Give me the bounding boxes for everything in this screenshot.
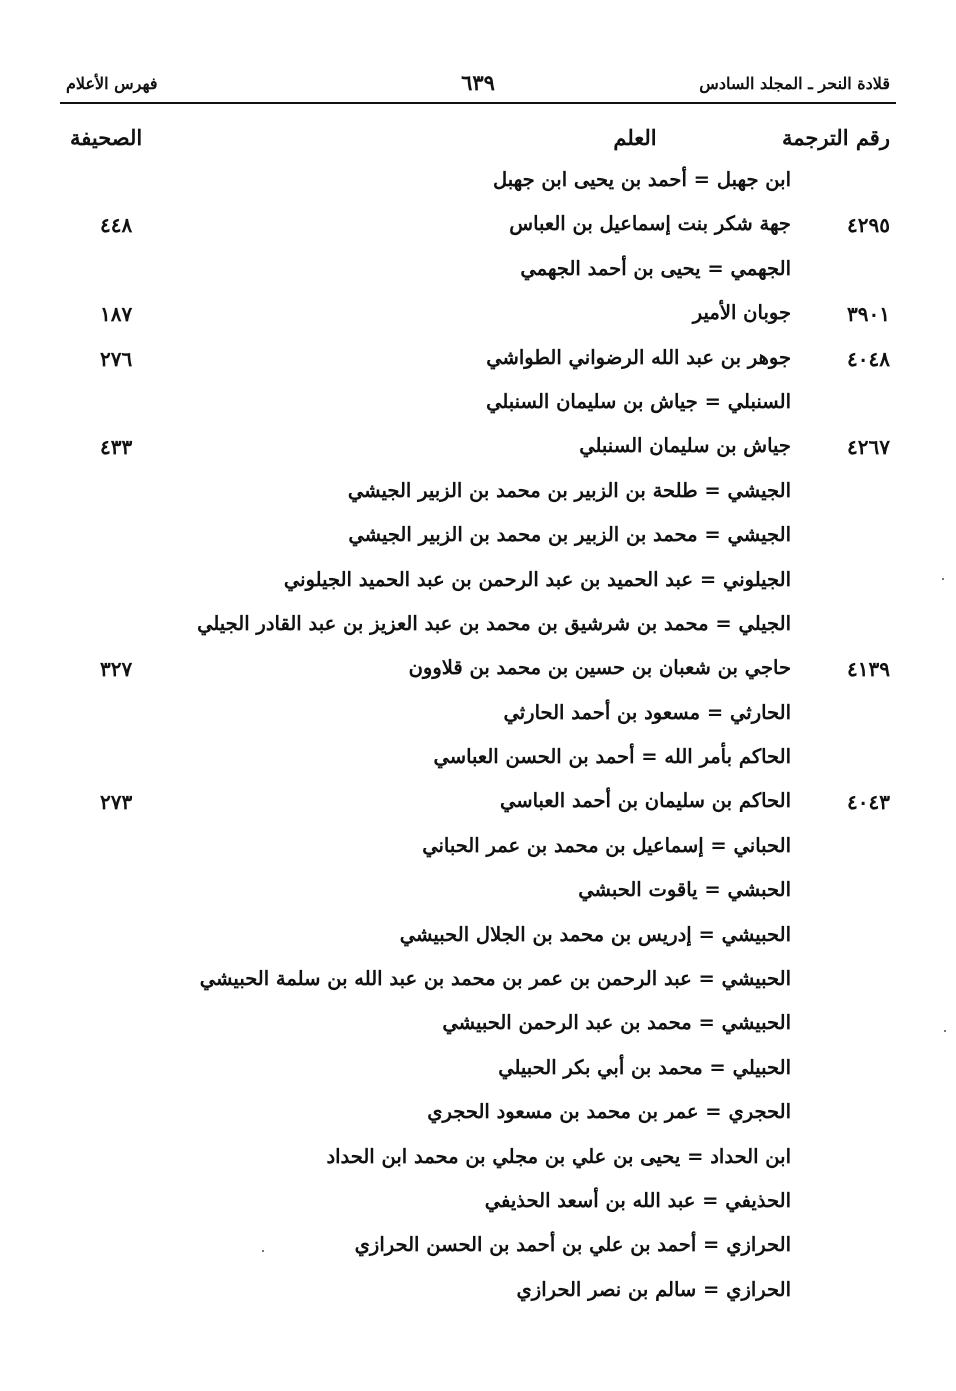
- index-row: [0, 1184, 956, 1228]
- index-row: [0, 252, 956, 296]
- entry-page: ٢٧٣: [100, 790, 133, 815]
- book-title: قلادة النحر ـ المجلد السادس: [699, 74, 890, 93]
- entry-name: السنبلي = جياش بن سليمان السنبلي: [486, 389, 791, 413]
- index-row: [0, 163, 956, 207]
- entry-page: ٤٣٣: [100, 435, 133, 460]
- index-row: [0, 474, 956, 518]
- scan-mark: [262, 1250, 264, 1252]
- entry-number: ٤٠٤٨: [847, 346, 890, 371]
- entry-name: الحبيشي = إدريس بن محمد بن الجلال الحبيشي: [399, 922, 791, 946]
- column-header-name: العلم: [613, 125, 657, 150]
- entry-name: الحجري = عمر بن محمد بن مسعود الحجري: [427, 1100, 791, 1124]
- entry-name: الجيشي = محمد بن الزبير بن محمد بن الزبير الجيشي: [348, 523, 791, 547]
- entry-name: الحبيلي = محمد بن أبي بكر الحبيلي: [498, 1055, 791, 1079]
- index-row: [0, 784, 956, 828]
- index-list: [0, 163, 956, 1317]
- index-row: [0, 962, 956, 1006]
- index-row: [0, 651, 956, 695]
- entry-name: الجيشي = طلحة بن الزبير بن محمد بن الزبير الجيشي: [347, 478, 791, 502]
- entry-name: جهة شكر بنت إسماعيل بن العباس: [509, 212, 791, 236]
- column-header-page: الصحيفة: [70, 125, 143, 150]
- entry-name: ابن الحداد = يحيى بن علي بن مجلي بن محمد ابن الحداد: [326, 1144, 791, 1168]
- index-row: [0, 1006, 956, 1050]
- entry-name: الحذيفي = عبد الله بن أسعد الحذيفي: [484, 1188, 791, 1212]
- index-row: [0, 341, 956, 385]
- index-row: [0, 1273, 956, 1317]
- index-row: [0, 296, 956, 340]
- index-row: [0, 1140, 956, 1184]
- entry-page: ٤٤٨: [100, 213, 133, 238]
- entry-name: الحباني = إسماعيل بن محمد بن عمر الحباني: [422, 833, 791, 857]
- index-row: [0, 873, 956, 917]
- index-row: [0, 829, 956, 873]
- index-row: [0, 1051, 956, 1095]
- index-row: [0, 1228, 956, 1272]
- scan-mark: [942, 578, 944, 580]
- entry-name: الجيلي = محمد بن شرشيق بن محمد بن عبد العزيز بن عبد القادر الجيلي: [197, 611, 791, 635]
- index-row: [0, 429, 956, 473]
- entry-name: الحاكم بن سليمان بن أحمد العباسي: [499, 789, 791, 813]
- index-row: [0, 607, 956, 651]
- entry-name: الحبيشي = عبد الرحمن بن عمر بن محمد بن عبد الله بن سلمة الحبيشي: [199, 967, 791, 991]
- index-row: [0, 740, 956, 784]
- index-row: [0, 385, 956, 429]
- entry-name: جياش بن سليمان السنبلي: [579, 434, 791, 458]
- entry-number: ٤٠٤٣: [847, 790, 890, 815]
- entry-name: الحبشي = ياقوت الحبشي: [578, 878, 791, 902]
- index-row: [0, 563, 956, 607]
- section-title: فهرس الأعلام: [66, 74, 158, 93]
- entry-name: الحارثي = مسعود بن أحمد الحارثي: [503, 700, 791, 724]
- entry-name: الحاكم بأمر الله = أحمد بن الحسن العباسي: [433, 745, 791, 769]
- entry-number: ٣٩٠١: [847, 302, 890, 327]
- entry-number: ٤٢٦٧: [847, 435, 890, 460]
- entry-page: ١٨٧: [100, 302, 133, 327]
- entry-number: ٤١٣٩: [847, 657, 890, 682]
- column-header-entry-number: رقم الترجمة: [781, 125, 890, 150]
- running-head: [60, 70, 896, 104]
- index-row: [0, 918, 956, 962]
- entry-name: الجهمي = يحيى بن أحمد الجهمي: [520, 256, 791, 280]
- entry-name: جوبان الأمير: [692, 301, 791, 325]
- index-row: [0, 518, 956, 562]
- entry-name: الحبيشي = محمد بن عبد الرحمن الحبيشي: [442, 1011, 791, 1035]
- index-row: [0, 696, 956, 740]
- entry-name: الحرازي = أحمد بن علي بن أحمد بن الحسن الحرازي: [354, 1233, 791, 1257]
- entry-page: ٣٢٧: [100, 657, 133, 682]
- entry-number: ٤٢٩٥: [847, 213, 890, 238]
- entry-name: الجيلوني = عبد الحميد بن عبد الرحمن بن عبد الحميد الجيلوني: [283, 567, 791, 591]
- entry-page: ٢٧٦: [100, 346, 133, 371]
- entry-name: ابن جهبل = أحمد بن يحيى ابن جهبل: [492, 168, 791, 191]
- page-number: ٦٣٩: [461, 70, 495, 95]
- scan-mark: [944, 1030, 946, 1032]
- entry-name: حاجي بن شعبان بن حسين بن محمد بن قلاوون: [408, 656, 791, 680]
- entry-name: جوهر بن عبد الله الرضواني الطواشي: [486, 345, 791, 369]
- index-row: [0, 1095, 956, 1139]
- index-row: [0, 207, 956, 251]
- entry-name: الحرازي = سالم بن نصر الحرازي: [516, 1277, 791, 1301]
